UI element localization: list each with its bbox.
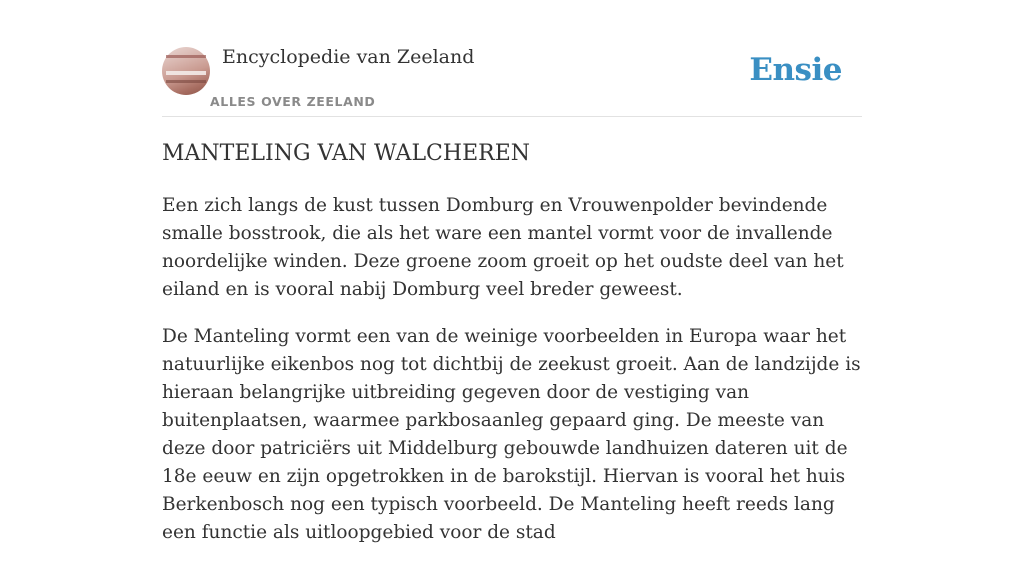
avatar-image-detail bbox=[166, 80, 206, 83]
article-title: MANTELING VAN WALCHEREN bbox=[162, 141, 531, 166]
ensie-logo-link[interactable]: Ensie bbox=[749, 52, 842, 88]
article-paragraph: De Manteling vormt een van de weinige voorbeelden in Europa waar het natuurlijke eikenbos nog tot dichtbij de zeekust groeit. Aan de landzijde is hieraan belangrijke uitbreiding gegeven door de vestiging van buitenplaatsen, waarmee parkbosaanleg gepaard ging. De meeste van deze door patriciërs uit Middelburg gebouwde landhuizen dateren uit de 18e eeuw en zijn opgetrokken in de barokstijl. Hiervan is vooral het huis Berkenbosch nog een typisch voorbeeld. De Manteling heeft reeds lang een functie als uitloopgebied voor de stad bbox=[162, 326, 861, 543]
article-body bbox=[162, 192, 866, 566]
article-paragraph: Een zich langs de kust tussen Domburg en Vrouwenpolder bevindende smalle bosstrook, die als het ware een mantel vormt voor de invallende noordelijke winden. Deze groene zoom groeit op het oudste deel van het eiland en is vooral nabij Domburg veel breder geweest. bbox=[162, 195, 844, 300]
site-avatar[interactable] bbox=[162, 47, 210, 95]
avatar-image-detail bbox=[166, 71, 206, 75]
site-tagline: ALLES OVER ZEELAND bbox=[210, 94, 376, 109]
avatar-image-detail bbox=[166, 55, 206, 58]
site-header bbox=[162, 0, 862, 117]
site-title-link[interactable]: Encyclopedie van Zeeland bbox=[222, 46, 475, 68]
